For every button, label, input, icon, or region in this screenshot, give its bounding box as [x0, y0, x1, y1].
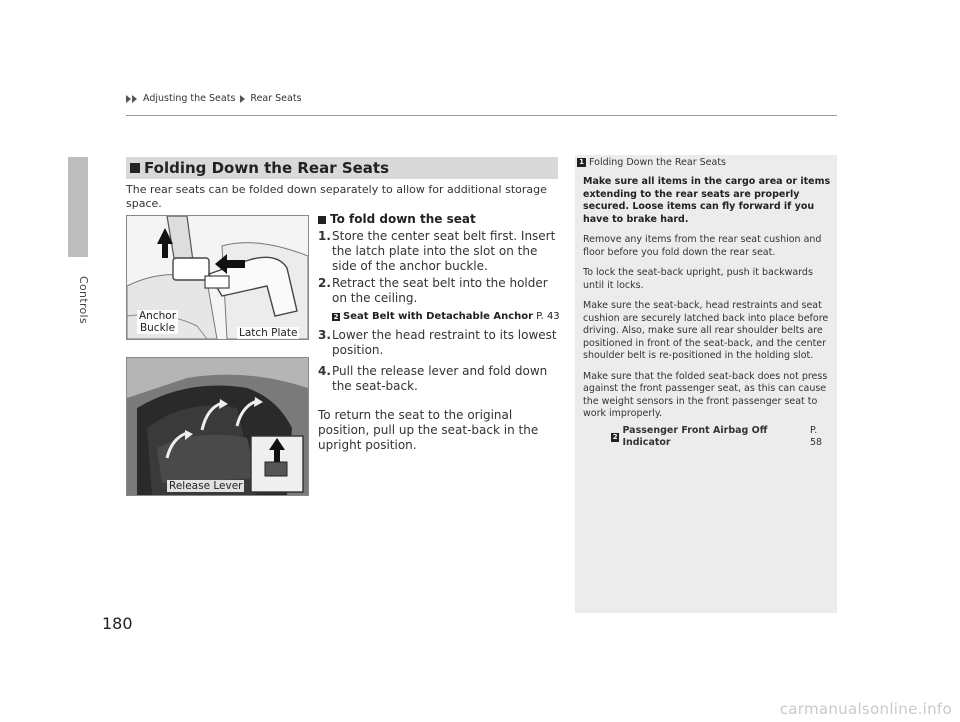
cross-reference-seat-belt[interactable]: [332, 309, 562, 324]
xref-title[interactable]: Seat Belt with Detachable Anchor: [343, 311, 534, 322]
notes-paragraph: Remove any items from the rear seat cushion and floor before you fold down the rear seat.: [583, 234, 822, 258]
notes-panel-heading: [577, 157, 726, 168]
procedure-heading-text: To fold down the seat: [330, 212, 476, 226]
figure-rear-seat-fold: [126, 357, 309, 496]
watermark: carmanualsonline.info: [779, 700, 952, 718]
step-text: Retract the seat belt into the holder on the ceiling.: [332, 276, 548, 305]
label-anchor: Anchor: [139, 310, 177, 322]
notes-paragraph: Make sure that the folded seat-back does not press against the front passenger seat, as this can cause the weight sensors in the front passenger seat to work improperly.: [583, 370, 828, 419]
xref-page[interactable]: P. 58: [809, 424, 823, 448]
step-3: [318, 328, 562, 358]
step-number: 3.: [318, 328, 331, 342]
notes-panel-body: [583, 176, 831, 450]
xref-title[interactable]: Passenger Front Airbag Off Indicator: [622, 424, 768, 448]
notes-paragraph: Make sure the seat-back, head restraints and seat cushion are securely latched back into place before driving. Also, make sure all rear shoulder belts are positioned in front of the seat-back, and the center shoulder belt is re-positioned in the holding slot.: [583, 300, 829, 361]
step-text: Store the center seat belt first. Insert the latch plate into the slot on the side of the anchor buckle.: [332, 229, 556, 273]
label-release-lever: Release Lever: [169, 480, 243, 492]
breadcrumb-item-adjusting-seats[interactable]: Adjusting the Seats: [143, 93, 236, 104]
section-marker-icon: [130, 163, 140, 173]
procedure-heading: [318, 212, 562, 227]
header-divider: [126, 115, 837, 116]
notes-paragraph: To lock the seat-back upright, push it backwards until it locks.: [583, 267, 813, 291]
breadcrumb-separator-icon: [240, 95, 245, 103]
reference-icon: 2: [333, 312, 339, 321]
step-number: 2.: [318, 276, 331, 290]
step-1: [318, 229, 562, 274]
notes-panel-title: Folding Down the Rear Seats: [589, 157, 727, 168]
cross-reference-airbag[interactable]: [611, 425, 831, 450]
section-title: Folding Down the Rear Seats: [144, 159, 390, 177]
step-4: [318, 364, 562, 394]
label-buckle: Buckle: [139, 322, 176, 334]
subsection-marker-icon: [318, 216, 326, 224]
figure-seat-belt-anchor: [126, 215, 309, 340]
rear-seat-illustration: [127, 358, 308, 495]
label-anchor-buckle: [137, 310, 178, 334]
page-number: 180: [102, 614, 133, 633]
breadcrumb-arrow-icon: [126, 95, 137, 103]
step-number: 1.: [318, 229, 331, 243]
breadcrumb: [126, 93, 302, 104]
step-text: Pull the release lever and fold down the seat-back.: [332, 364, 548, 393]
notes-warning: Make sure all items in the cargo area or items extending to the rear seats are properly secured. Loose items can fly forward if you have to brake hard.: [583, 176, 831, 225]
return-instructions: To return the seat to the original position, pull up the seat-back in the upright position.: [318, 408, 539, 452]
xref-page[interactable]: P. 43: [536, 311, 560, 322]
sidebar-label: Controls: [77, 276, 90, 324]
reference-icon: 2: [612, 432, 618, 441]
sidebar-tab: [68, 157, 88, 257]
section-heading: [126, 157, 558, 179]
breadcrumb-item-rear-seats[interactable]: Rear Seats: [250, 93, 302, 104]
step-2: [318, 276, 562, 306]
section-intro: The rear seats can be folded down separately to allow for additional storage space.: [126, 183, 547, 210]
step-number: 4.: [318, 364, 331, 378]
note-marker-icon: 1: [577, 158, 586, 167]
step-text: Lower the head restraint to its lowest position.: [332, 328, 557, 357]
label-latch-plate: Latch Plate: [239, 327, 298, 339]
procedure: [318, 212, 562, 453]
